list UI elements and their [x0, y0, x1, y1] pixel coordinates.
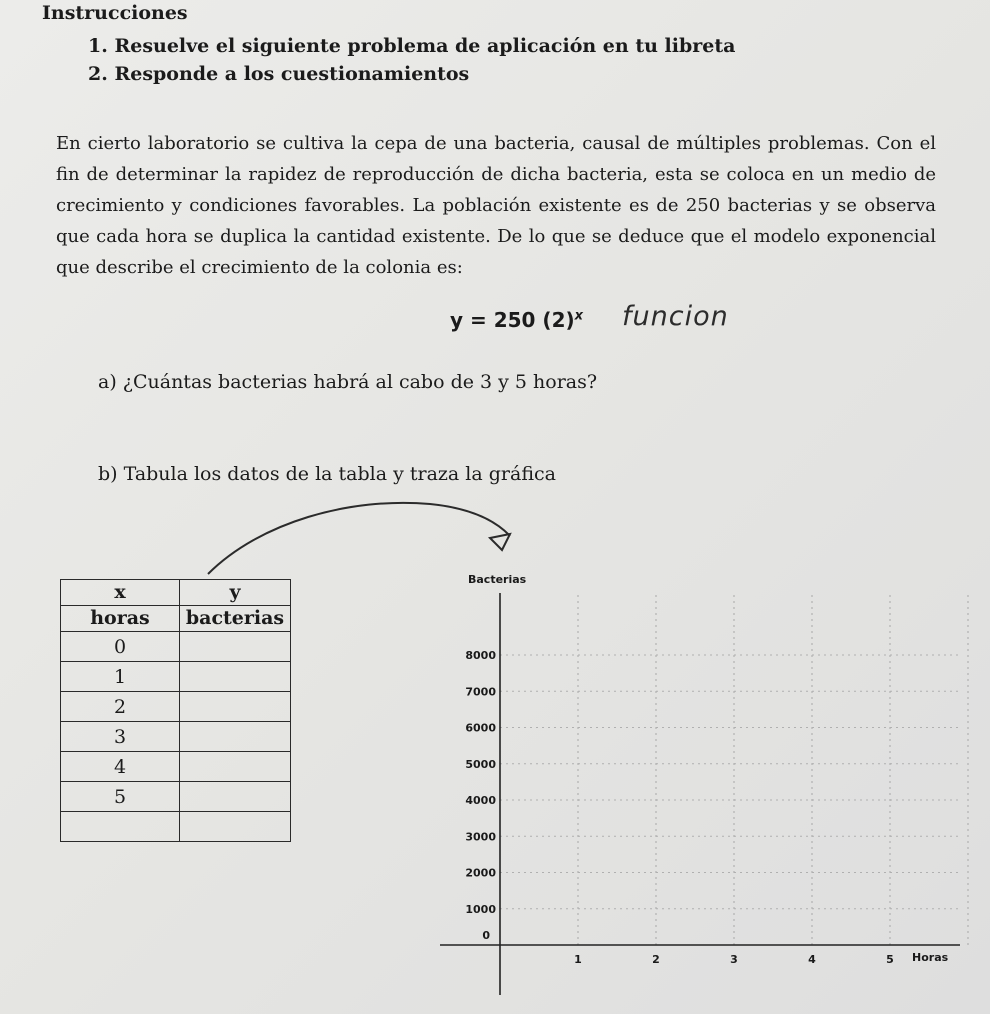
bacteria-graph[interactable] [440, 565, 980, 1010]
instruction-step-1: 1. Resuelve el siguiente problema de aplicación en tu libreta [88, 35, 736, 57]
row-y-blank[interactable] [180, 752, 291, 782]
table-row [61, 782, 291, 812]
header-x-unit: horas [61, 606, 180, 632]
x-axis-title: Horas [912, 951, 949, 964]
row-x: 1 [61, 662, 180, 692]
header-y-unit: bacterias [180, 606, 291, 632]
instruction-steps [88, 32, 735, 88]
row-y-blank[interactable] [180, 812, 291, 842]
handwritten-note: funcion [622, 301, 729, 332]
y-tick-label: 8000 [465, 649, 496, 662]
row-x: 4 [61, 752, 180, 782]
y-tick-label: 7000 [465, 685, 496, 699]
table-row [61, 752, 291, 782]
y-tick-label: 6000 [465, 721, 496, 735]
y-axis-title: Bacterias [468, 573, 527, 586]
table-header-row [61, 580, 291, 606]
y-tick-label: 5000 [465, 757, 496, 771]
question-a: a) ¿Cuántas bacterias habrá al cabo de 3 y 5 horas? [98, 371, 598, 393]
graph-grid [500, 595, 968, 945]
row-x: 0 [61, 632, 180, 662]
x-tick-label: 3 [730, 953, 738, 966]
x-tick-label: 1 [574, 953, 582, 966]
row-x: 3 [61, 722, 180, 752]
row-x: 5 [61, 782, 180, 812]
table-row [61, 692, 291, 722]
y-tick-label: 3000 [465, 830, 496, 844]
table-row [61, 812, 291, 842]
table-row [61, 632, 291, 662]
table-row [61, 662, 291, 692]
graph-labels [465, 573, 948, 966]
x-tick-label: 4 [808, 953, 816, 966]
row-x [61, 812, 180, 842]
problem-paragraph: En cierto laboratorio se cultiva la cepa de una bacteria, causal de múltiples problemas. Con el fin de determinar la rapidez de reproducción de dicha bacteria, esta se coloca en un medio de crecimiento y condiciones favorables. La población existente es de 250 bacterias y se observa que cada hora se duplica la cantidad existente. De lo que se deduce que el modelo exponencial que describe el crecimiento de la colonia es: [56, 133, 936, 278]
row-y-blank[interactable] [180, 692, 291, 722]
y-tick-label: 1000 [465, 902, 496, 916]
exponential-formula [450, 308, 583, 332]
x-tick-label: 5 [886, 953, 894, 966]
row-y-blank[interactable] [180, 722, 291, 752]
question-b: b) Tabula los datos de la tabla y traza la gráfica [98, 463, 556, 485]
graph-axes [440, 593, 960, 995]
table-row [61, 722, 291, 752]
y-tick-label: 2000 [465, 866, 496, 880]
formula-exponent: x [574, 308, 584, 324]
x-tick-label: 2 [652, 953, 660, 966]
instruction-step-2: 2. Responde a los cuestionamientos [88, 63, 470, 85]
row-x: 2 [61, 692, 180, 722]
formula-base: y = 250 (2) [450, 308, 575, 332]
header-x: x [61, 580, 180, 606]
y-tick-label: 4000 [465, 794, 496, 807]
header-y: y [180, 580, 291, 606]
table-header-units-row [61, 606, 291, 632]
row-y-blank[interactable] [180, 632, 291, 662]
row-y-blank[interactable] [180, 662, 291, 692]
y-tick-label: 0 [482, 929, 490, 942]
data-table [60, 579, 291, 842]
instructions-title: Instrucciones [42, 2, 188, 24]
row-y-blank[interactable] [180, 782, 291, 812]
